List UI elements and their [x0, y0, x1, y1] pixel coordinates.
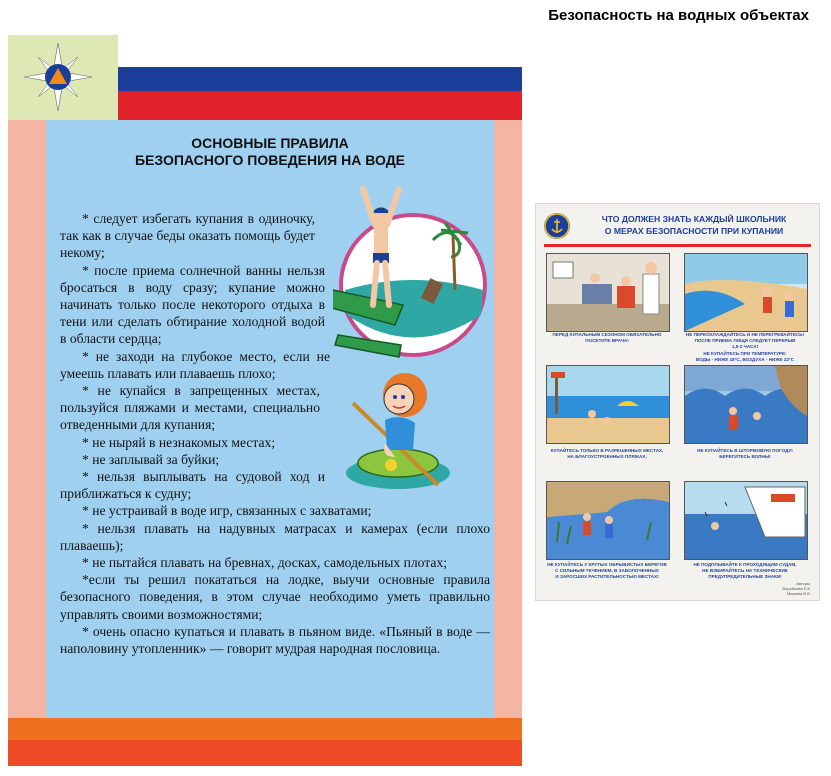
rules-list — [60, 210, 490, 657]
panel-doctor-visit — [546, 253, 670, 332]
rule-item: * не заплывай за буйки; — [82, 451, 220, 467]
bottom-stripe-orange — [8, 718, 522, 740]
safety-rules-poster — [8, 35, 522, 766]
caption-doctor-visit: ПЕРЕД КУПАЛЬНЫМ СЕЗОНОМ ОБЯЗАТЕЛЬНО ПОСЕТИТЕ ВРАЧА! — [552, 332, 662, 344]
rule-item: * не ныряй в незнакомых местах; — [82, 434, 276, 450]
panel-passing-ships — [684, 481, 808, 560]
anchor-emblem-icon — [544, 213, 570, 239]
caption-passing-ships: НЕ ПОДПЛЫВАЙТЕ К ПРОХОДЯЩИМ СУДАМ, НЕ ВЗБИРАЙТЕСЬ НА ТЕХНИЧЕСКИЕ ПРЕДУПРЕДИТЕЛЬНЫЕ ЗНАКИ! — [693, 562, 797, 580]
rule-item: * не устраивай в воде игр, связанных с захватами; — [82, 503, 372, 519]
rule-item: * после приема солнечной ванны нельзя бросаться в воду сразу; купание можно начинать только после некоторого отдыха в тени или сделать обтирание холодной водой в области сердца; — [60, 262, 325, 347]
page-heading: Безопасность на водных объектах — [548, 7, 809, 24]
caption-overheating: НЕ ПЕРЕОХЛАЖДАЙТЕСЬ И НЕ ПЕРЕГРЕВАЙТЕСЬ! ПОСЛЕ ПРИЕМА ПИЩИ СЛЕДУЕТ ПЕРЕРЫВ 1,5-2 ЧАСА! НЕ КУПАЙТЕСЬ ПРИ ТЕМПЕРАТУРЕ: ВОДЫ - НИЖЕ 18°С, ВОЗДУХА - НИЖЕ 22°С — [685, 332, 805, 362]
caption-storm: НЕ КУПАЙТЕСЬ В ШТОРМОВУЮ ПОГОДУ! БЕРЕГИТЕСЬ ВОЛНЫ! — [697, 448, 793, 460]
bottom-stripe-red — [8, 740, 522, 766]
rule-item: * следует избегать купания в одиночку, так как в случае беды оказать помощь будет некому; — [60, 211, 315, 261]
rule-item: * очень опасно купаться и плавать в пьяном виде. «Пьяный в воде — наполовину утопленник» — говорит мудрая народная пословица. — [60, 623, 490, 657]
caption-steep-banks: НЕ КУПАЙТЕСЬ У КРУТЫХ ОБРЫВИСТЫХ БЕРЕГОВ С СИЛЬНЫМ ТЕЧЕНИЕМ, В ЗАБОЛОЧЕННЫХ И ЗАРОСШИХ РАСТИТЕЛЬНОСТЬЮ МЕСТАХ! — [547, 562, 667, 580]
panel-allowed-places — [546, 365, 670, 444]
flag-stripe-blue — [118, 67, 522, 91]
panel-steep-banks — [546, 481, 670, 560]
rules-title: ОСНОВНЫЕ ПРАВИЛА БЕЗОПАСНОГО ПОВЕДЕНИЯ НА ВОДЕ — [134, 135, 406, 168]
rule-item: * нельзя плавать на надувных матрасах и камерах (если плохо плаваешь); — [60, 520, 490, 553]
school-poster-title: ЧТО ДОЛЖЕН ЗНАТЬ КАЖДЫЙ ШКОЛЬНИК О МЕРАХ БЕЗОПАСНОСТИ ПРИ КУПАНИИ — [601, 214, 787, 236]
emchs-emblem-box — [8, 35, 118, 120]
rule-item: * не пытайся плавать на бревнах, досках, самодельных плотах; — [82, 555, 448, 571]
rule-item: * нельзя выплывать на судовой ход и приближаться к судну; — [60, 469, 325, 502]
rule-item: * не заходи на глубокое место, если не умеешь плавать или плаваешь плохо; — [60, 348, 330, 381]
authors-credit: Авторы: Воробьева Е.К. Мишина В.В. — [782, 581, 811, 596]
emchs-star-icon — [8, 35, 118, 120]
panel-overheating — [684, 253, 808, 332]
rule-item: * не купайся в запрещенных местах, пользуйся пляжами и местами, специально отведенными для купания; — [60, 383, 320, 433]
flag-stripe-red — [118, 91, 522, 120]
panel-storm — [684, 365, 808, 444]
caption-allowed-places: КУПАЙТЕСЬ ТОЛЬКО В РАЗРЕШЕННЫХ МЕСТАХ, НА БЛАГОУСТРОЕННЫХ ПЛЯЖАХ. — [550, 448, 664, 460]
school-safety-poster — [535, 203, 820, 601]
flag-stripe-white — [118, 35, 522, 67]
title-divider — [544, 244, 811, 247]
rule-item: *если ты решил покататься на лодке, выучи основные правила безопасного поведения, в этом случае необходимо уметь правильно управлять своими возможностями; — [60, 572, 490, 622]
